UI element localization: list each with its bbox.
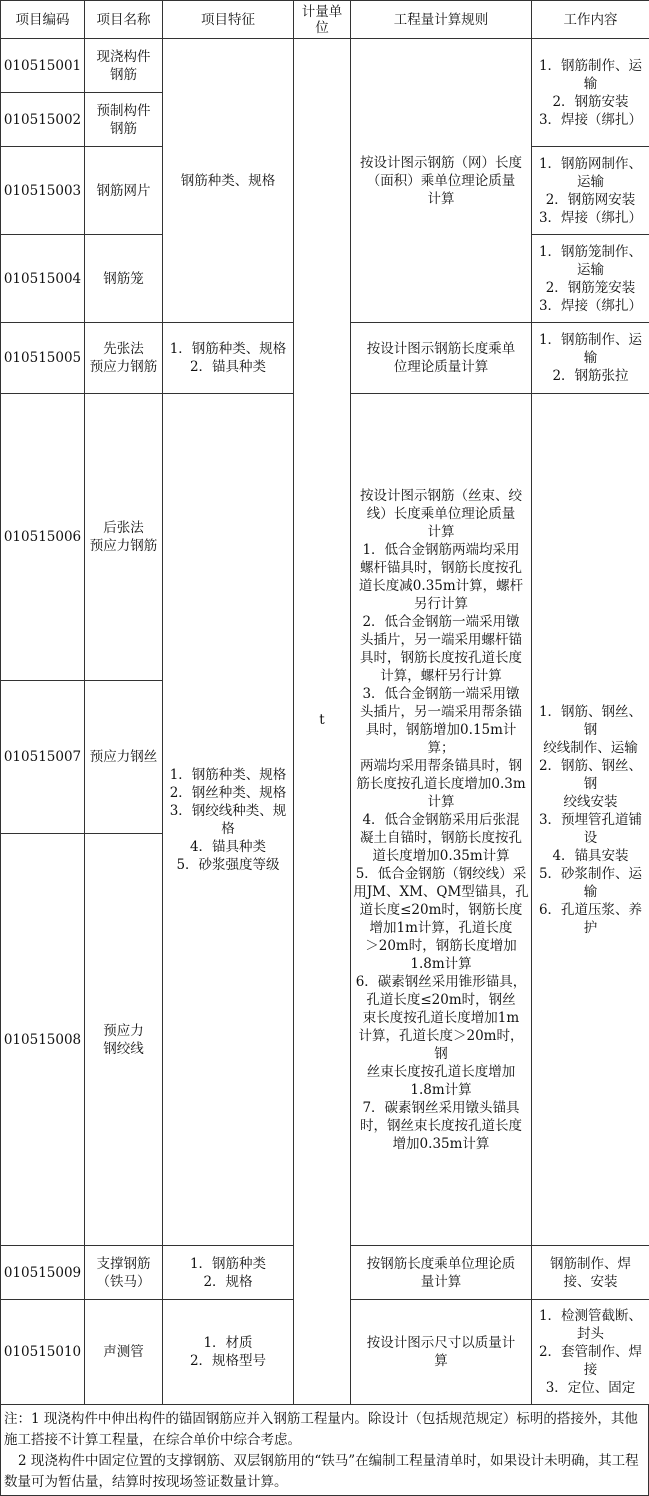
item-code: 010515001 xyxy=(1,39,85,93)
item-features: 1．材质 2．规格型号 xyxy=(163,1300,294,1405)
item-name: 预制构件 钢筋 xyxy=(85,93,163,147)
calc-rule: 按设计图示钢筋（丝束、绞 线）长度乘单位理论质量 计算 1．低合金钢筋两端均采用 螺杆锚具时，钢筋长度按孔 道长度减0.35m计算，螺杆 另行计算 2．低合金钢筋一端采用镦 头插片，另一端采用螺杆锚 具时，钢筋长度按孔道长度 计算，螺杆另行计算 3．低合金钢筋一端采用镦 头插片，另一端采用帮条锚 具时，钢筋增加0.15m计算； 两端均采用帮条锚具时，钢 筋长度按孔道长度增加0.3m 计算 4．低合金钢筋采用后张混 凝土自锚时，钢筋长度按孔 道长度增加0.35m计算 5．低合金钢筋（钢绞线）采 用JM、XM、QM型锚具，孔 道长度≤20m时，钢筋长度 增加1m计算，孔道长度 ＞20m时，钢筋长度增加 1.8m计算 6．碳素钢丝采用锥形锚具， 孔道长度≤20m时，钢丝 束长度按孔道长度增加1m 计算，孔道长度＞20m时，钢 丝束长度按孔道长度增加 1.8m计算 7．碳素钢丝采用镦头锚具 时，钢丝束长度按孔道长度 增加0.35m计算 xyxy=(351,394,532,1246)
item-code: 010515002 xyxy=(1,93,85,147)
footnote-1: 注：1 现浇构件中伸出构件的锚固钢筋应并入钢筋工程量内。除设计（包括规范规定）标明的搭接外，其他施工搭接不计算工程量，在综合单价中综合考虑。 xyxy=(4,1411,638,1448)
item-name: 钢筋网片 xyxy=(85,147,163,235)
work-content: 1．钢筋制作、运 输 2．钢筋张拉 xyxy=(532,323,649,394)
footnote xyxy=(0,1405,649,1496)
item-name: 先张法 预应力钢筋 xyxy=(85,323,163,394)
header-work: 工作内容 xyxy=(532,1,649,39)
item-code: 010515003 xyxy=(1,147,85,235)
item-code: 010515008 xyxy=(1,834,85,1246)
work-content: 1．钢筋制作、运 输 2．钢筋安装 3．焊接（绑扎） xyxy=(532,39,649,147)
work-content: 1．钢筋、钢丝、钢 绞线制作、运输 2．钢筋、钢丝、钢 绞线安装 3．预埋管孔道铺 设 4．锚具安装 5．砂浆制作、运 输 6．孔道压浆、养 护 xyxy=(532,394,649,1246)
item-code: 010515009 xyxy=(1,1246,85,1300)
item-name: 支撑钢筋 （铁马） xyxy=(85,1246,163,1300)
work-content: 1．钢筋网制作、 运输 2．钢筋网安装 3．焊接（绑扎） xyxy=(532,147,649,235)
calc-rule: 按钢筋长度乘单位理论质 量计算 xyxy=(351,1246,532,1300)
work-content: 1．检测管截断、 封头 2．套管制作、焊 接 3．定位、固定 xyxy=(532,1300,649,1405)
calc-rule: 按设计图示尺寸以质量计 算 xyxy=(351,1300,532,1405)
header-features: 项目特征 xyxy=(163,1,294,39)
work-content: 1．钢筋笼制作、 运输 2．钢筋笼安装 3．焊接（绑扎） xyxy=(532,235,649,323)
item-features: 1．钢筋种类、规格 2．锚具种类 xyxy=(163,323,294,394)
table-row xyxy=(1,39,649,93)
item-code: 010515007 xyxy=(1,681,85,834)
item-name: 声测管 xyxy=(85,1300,163,1405)
calc-rule: 按设计图示钢筋长度乘单 位理论质量计算 xyxy=(351,323,532,394)
item-features: 1．钢筋种类、规格 2．钢丝种类、规格 3．钢绞线种类、规格 4．锚具种类 5．砂浆强度等级 xyxy=(163,394,294,1246)
item-code: 010515004 xyxy=(1,235,85,323)
footnote-2: 2 现浇构件中固定位置的支撑钢筋、双层钢筋用的“铁马”在编制工程量清单时，如果设计未明确，其工程数量可为暂估量，结算时按现场签证数量计算。 xyxy=(4,1453,639,1490)
item-name: 现浇构件 钢筋 xyxy=(85,39,163,93)
item-code: 010515010 xyxy=(1,1300,85,1405)
work-content: 钢筋制作、焊 接、安装 xyxy=(532,1246,649,1300)
header-name: 项目名称 xyxy=(85,1,163,39)
header-unit: 计量单 位 xyxy=(294,1,351,39)
header-code: 项目编码 xyxy=(1,1,85,39)
item-name: 钢筋笼 xyxy=(85,235,163,323)
calc-rule: 按设计图示钢筋（网）长度 （面积）乘单位理论质量 计算 xyxy=(351,39,532,323)
item-features: 1．钢筋种类 2．规格 xyxy=(163,1246,294,1300)
header-row xyxy=(1,1,649,39)
item-name: 预应力钢丝 xyxy=(85,681,163,834)
unit-cell: t xyxy=(294,39,351,1405)
item-code: 010515006 xyxy=(1,394,85,681)
item-name: 预应力 钢绞线 xyxy=(85,834,163,1246)
item-name: 后张法 预应力钢筋 xyxy=(85,394,163,681)
header-rules: 工程量计算规则 xyxy=(351,1,532,39)
item-features: 钢筋种类、规格 xyxy=(163,39,294,323)
item-code: 010515005 xyxy=(1,323,85,394)
